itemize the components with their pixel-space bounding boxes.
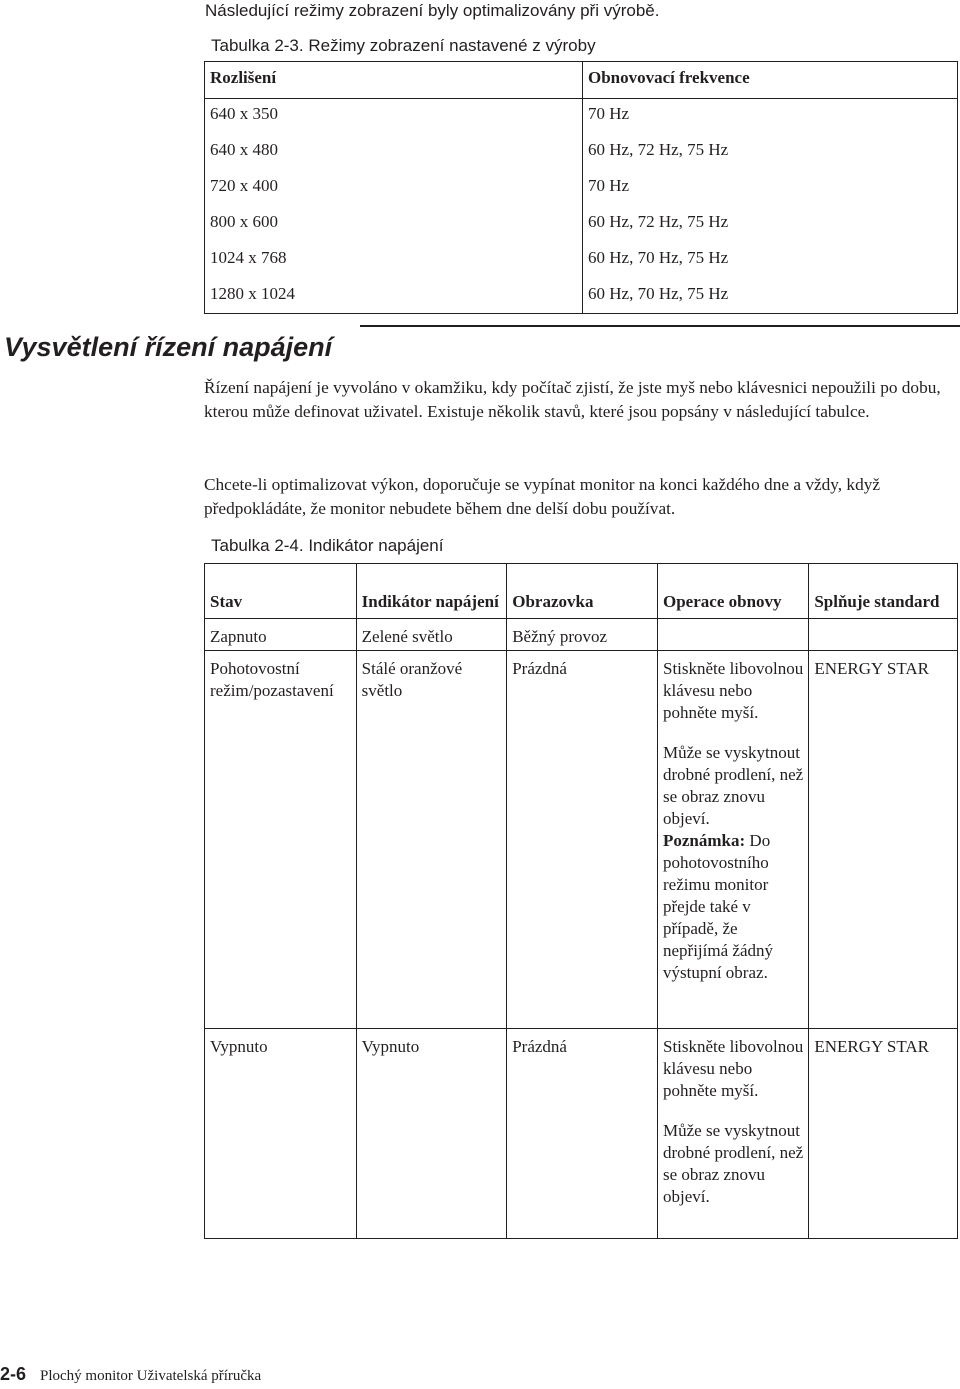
refresh-rate-cell: 70 Hz [588,176,630,195]
recovery-delay: Může se vyskytnout drobné prodlení, než se obraz znovu objeví. [663,743,804,828]
refresh-rate-cell: 70 Hz [588,104,630,123]
column-header-refresh-rate: Obnovovací frekvence [583,62,958,99]
indicator-cell: Zelené světlo [356,619,507,651]
column-header-indicator: Indikátor napájení [356,564,507,619]
resolution-cell: 1280 x 1024 [205,279,583,314]
state-cell: Vypnuto [205,1029,357,1239]
table-row [205,99,958,136]
state-cell: Zapnuto [205,619,357,651]
page-number: 2-6 [0,1364,27,1384]
column-header-standard: Splňuje standard [809,564,958,619]
table-row [205,171,958,207]
table-header-row [205,564,958,619]
standard-cell [809,619,958,651]
recovery-cell [658,651,809,1029]
recovery-delay: Může se vyskytnout drobné prodlení, než se obraz znovu objeví. [663,1121,804,1206]
resolution-cell: 640 x 480 [205,135,583,171]
resolution-cell: 720 x 400 [205,171,583,207]
resolution-cell: 800 x 600 [205,207,583,243]
table-row [205,207,958,243]
refresh-rate-cell: 60 Hz, 70 Hz, 75 Hz [588,248,729,267]
section-heading: Vysvětlení řízení napájení [4,332,333,362]
state-cell: Pohotovostní režim/pozastavení [205,651,357,1029]
standard-cell: ENERGY STAR [814,1037,929,1056]
column-header-screen: Obrazovka [507,564,658,619]
table-row [205,279,958,314]
refresh-rate-cell: 60 Hz, 72 Hz, 75 Hz [588,212,729,231]
column-header-recovery: Operace obnovy [658,564,809,619]
column-header-state: Stav [205,564,357,619]
column-header-resolution: Rozlišení [205,62,583,99]
paragraph: Řízení napájení je vyvoláno v okamžiku, kdy počítač zjistí, že jste myš nebo klávesnici nepoužili po dobu, kterou může definovat uživatel. Existuje několik stavů, které jsou popsány v následující tabulce. [204,378,941,421]
refresh-rate-cell: 60 Hz, 70 Hz, 75 Hz [588,284,729,303]
refresh-rate-cell: 60 Hz, 72 Hz, 75 Hz [588,140,729,159]
table-row [205,619,958,651]
table-row [205,135,958,171]
table-header-row [205,62,958,99]
indicator-cell: Vypnuto [356,1029,507,1239]
recovery-action: Stiskněte libovolnou klávesu nebo pohněte myší. [663,1037,804,1100]
book-title: Plochý monitor Uživatelská příručka [40,1368,262,1384]
power-indicator-table [204,563,958,1239]
resolution-cell: 640 x 350 [205,99,583,136]
table-row [205,651,958,1029]
display-modes-table [204,61,958,314]
screen-cell: Prázdná [507,651,658,1029]
indicator-cell: Stálé oranžové světlo [356,651,507,1029]
recovery-action: Stiskněte libovolnou klávesu nebo pohněte myší. [663,659,804,722]
page-footer [0,1361,261,1389]
note [663,830,804,984]
screen-cell: Běžný provoz [507,619,658,651]
standard-cell: ENERGY STAR [809,651,958,1029]
resolution-cell: 1024 x 768 [205,243,583,279]
table-row [205,243,958,279]
note-label: Poznámka: [663,831,746,850]
table2-caption: Tabulka 2-4. Indikátor napájení [211,536,444,555]
section-divider [360,325,960,327]
recovery-cell [658,1029,809,1239]
recovery-cell [658,619,809,651]
note-text: Do pohotovostního režimu monitor přejde také v případě, že nepřijímá žádný výstupní obraz. [663,831,773,982]
intro-text: Následující režimy zobrazení byly optimalizovány při výrobě. [205,1,660,20]
table-row [205,1029,958,1239]
paragraph: Chcete-li optimalizovat výkon, doporučuje se vypínat monitor na konci každého dne a vždy, když předpokládáte, že monitor nebudete během dne delší dobu používat. [204,475,881,518]
table1-caption: Tabulka 2-3. Režimy zobrazení nastavené z výroby [211,36,596,55]
screen-cell: Prázdná [507,1029,658,1239]
